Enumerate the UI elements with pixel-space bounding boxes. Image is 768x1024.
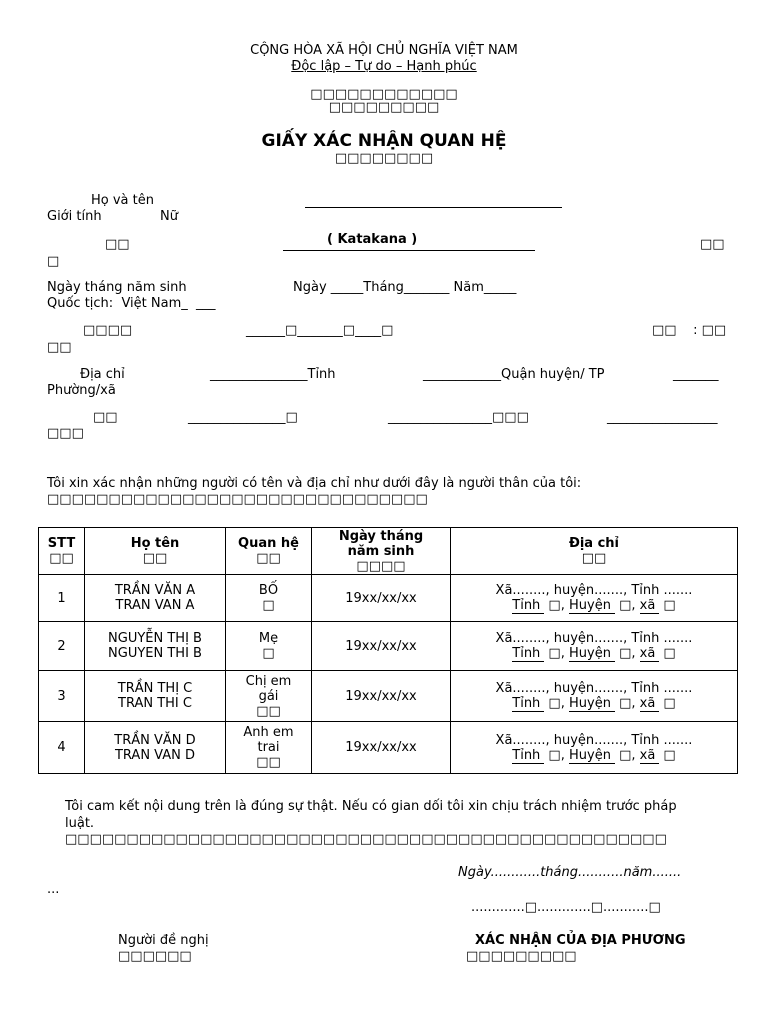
jp-dob-label: □□□□ [83, 323, 133, 338]
name-cell [85, 722, 226, 774]
commune-jp: □ [659, 646, 676, 661]
motto: Độc lập – Tự do – Hạnh phúc [291, 59, 477, 74]
commitment-jp: □□□□□□□□□□□□□□□□□□□□□□□□□□□□□□□□□□□□□□□□□□□□□□□□□ [65, 832, 667, 847]
jp-header-line1: □□□□□□□□□□□□ [310, 87, 458, 102]
name-cell [85, 671, 226, 722]
jp-address-label: □□ [93, 410, 118, 425]
address-tail: _______ [673, 367, 719, 382]
kana-blank [283, 232, 535, 251]
jp-address-district: ________________□□□ [388, 410, 529, 425]
relation-jp: □□ [256, 755, 281, 770]
district-label: Huyện [569, 748, 615, 764]
commune-label: xã [640, 696, 660, 712]
district-jp: □, [614, 696, 640, 711]
stt-cell [39, 622, 85, 671]
address-vi: Xã........, huyện......., Tỉnh ....... [495, 681, 693, 696]
name-vi: NGUYỄN THỊ B [108, 631, 202, 646]
header-label: Quan hệ [238, 536, 299, 551]
kana-hint: ( Katakana ) [327, 232, 418, 247]
name-vi: TRẦN THỊ C [117, 681, 193, 696]
address-district: ____________Quận huyện/ TP [423, 367, 605, 382]
district-jp: □, [614, 747, 640, 763]
header-stt [39, 528, 85, 575]
province-label: Tỉnh [512, 748, 544, 764]
date-line: Ngày............tháng...........năm....... [458, 865, 682, 880]
header-label-jp: □□ [256, 551, 281, 566]
commune-jp: □ [659, 696, 676, 711]
commitment-vi: Tôi cam kết nội dung trên là đúng sự thật. Nếu có gian dối tôi xin chịu trách nhiệm trước pháp luật. [65, 799, 677, 831]
commune-jp: □ [659, 747, 676, 763]
relation-cell [226, 622, 312, 671]
row-number: 2 [57, 638, 66, 654]
address-jp [451, 646, 737, 661]
header-name [85, 528, 226, 575]
document-title-jp: □□□□□□□□ [334, 151, 434, 166]
name-cell [85, 575, 226, 622]
province-jp: □, [544, 696, 569, 711]
authority-signature-label: XÁC NHẬN CỦA ĐỊA PHƯƠNG [475, 933, 686, 948]
dob-cell [312, 671, 451, 722]
province-jp: □, [544, 646, 569, 661]
dob-cell [312, 622, 451, 671]
jp-dob-right: □□ : □□ [652, 323, 727, 338]
row-number: 3 [57, 688, 66, 704]
commune-jp: □ [659, 598, 676, 613]
stt-cell [39, 722, 85, 774]
address-jp [451, 696, 737, 711]
commune-label: xã [640, 748, 660, 764]
dob-cell [312, 575, 451, 622]
address-cell [451, 622, 738, 671]
address-wrap: Phường/xã [47, 383, 116, 398]
jp-dob-fields: ______□_______□____□ [246, 323, 394, 338]
district-jp: □, [614, 598, 640, 613]
header-label: Ngày tháng năm sinh [338, 528, 424, 559]
commune-label: xã [640, 646, 660, 662]
address-vi: Xã........, huyện......., Tỉnh ....... [495, 631, 693, 646]
header-label: STT [47, 536, 76, 551]
address-cell [451, 722, 738, 774]
header-label-jp: □□ [49, 551, 74, 566]
dob-value: 19xx/xx/xx [345, 688, 417, 704]
dob-fields: Ngày _____Tháng_______ Năm_____ [293, 280, 517, 295]
dob-cell [312, 722, 451, 774]
kana-wrap: □ [47, 254, 60, 269]
province-label: Tỉnh [512, 696, 544, 712]
table-row [39, 671, 738, 722]
address-cell [451, 671, 738, 722]
district-label: Huyện [569, 696, 615, 712]
address-vi: Xã........, huyện......., Tỉnh ....... [495, 732, 693, 748]
address-cell [451, 575, 738, 622]
table-row [39, 622, 738, 671]
relation-vi: Anh em trai [243, 725, 294, 755]
dob-value: 19xx/xx/xx [345, 740, 417, 755]
name-latin: TRAN THI C [118, 696, 192, 711]
province-jp: □, [544, 747, 569, 763]
table-row [39, 722, 738, 774]
relation-vi: BỐ [258, 583, 279, 598]
name-latin: TRAN VAN A [115, 598, 195, 613]
table-row [39, 575, 738, 622]
stt-cell [39, 671, 85, 722]
relation-vi: Chị em gái [245, 673, 292, 704]
kana-label: □□ [105, 237, 130, 252]
name-cell [85, 622, 226, 671]
commune-label: xã [640, 598, 660, 614]
table-header-row [39, 528, 738, 575]
jp-address-wrap: □□□ [47, 426, 84, 441]
address-label: Địa chỉ [80, 367, 125, 382]
relation-jp: □ [262, 598, 275, 613]
name-vi: TRẦN VĂN D [114, 732, 196, 748]
relation-cell [226, 671, 312, 722]
dob-value: 19xx/xx/xx [345, 638, 417, 654]
name-label: Họ và tên [91, 193, 154, 208]
header-label-jp: □□ [581, 551, 607, 566]
header-address [451, 528, 738, 575]
authority-signature-label-jp: □□□□□□□□□ [466, 949, 577, 964]
dob-value: 19xx/xx/xx [345, 590, 417, 606]
district-label: Huyện [569, 598, 615, 614]
relation-cell [226, 575, 312, 622]
gender-label: Giới tính [47, 209, 102, 224]
kana-right-label: □□ [700, 237, 725, 252]
motto-line [0, 59, 768, 75]
address-jp [451, 748, 737, 763]
jp-address-province: _______________□ [188, 410, 298, 425]
nationality: Quốc tịch: Việt Nam_ ___ [47, 296, 216, 311]
address-jp [451, 598, 737, 613]
header-label-jp: □□□□ [356, 558, 406, 574]
jp-address-tail: _________________ [607, 410, 718, 425]
date-line-jp: .............□.............□...........□ [471, 900, 661, 915]
statement-vi: Tôi xin xác nhận những người có tên và địa chỉ như dưới đây là người thân của tôi: [47, 476, 582, 491]
relation-jp: □ [262, 646, 275, 661]
province-label: Tỉnh [512, 646, 544, 662]
relation-jp: □□ [256, 703, 281, 719]
name-latin: TRAN VAN D [114, 747, 196, 763]
province-jp: □, [544, 598, 569, 613]
date-wrap: ... [47, 882, 60, 897]
header-label-jp: □□ [142, 551, 168, 566]
applicant-signature-label: Người đề nghị [118, 933, 209, 948]
address-province: _______________Tỉnh [210, 367, 336, 382]
jp-dob-wrap: □□ [47, 340, 72, 355]
row-number: 1 [57, 590, 66, 606]
header-label: Địa chỉ [568, 536, 620, 551]
relation-vi: Mẹ [258, 631, 279, 646]
gender-value: Nữ [160, 209, 178, 224]
relatives-table [38, 527, 738, 774]
document-title: GIẤY XÁC NHẬN QUAN HỆ [261, 131, 507, 151]
header-dob [312, 528, 451, 575]
stt-cell [39, 575, 85, 622]
row-number: 4 [57, 740, 66, 755]
name-latin: NGUYEN THI B [108, 646, 202, 661]
jp-header-line2: □□□□□□□□□ [328, 100, 440, 115]
address-vi: Xã........, huyện......., Tỉnh ....... [495, 583, 693, 598]
name-blank-line [305, 207, 562, 208]
province-label: Tỉnh [512, 598, 544, 614]
name-vi: TRẦN VĂN A [114, 583, 196, 598]
dob-label: Ngày tháng năm sinh [47, 280, 187, 295]
district-label: Huyện [569, 646, 615, 662]
district-jp: □, [614, 646, 640, 661]
national-title: CỘNG HÒA XÃ HỘI CHỦ NGHĨA VIỆT NAM [250, 43, 518, 58]
header-relation [226, 528, 312, 575]
relation-cell [226, 722, 312, 774]
header-label: Họ tên [130, 536, 180, 551]
applicant-signature-label-jp: □□□□□□ [118, 949, 192, 964]
statement-jp: □□□□□□□□□□□□□□□□□□□□□□□□□□□□□□□ [47, 492, 428, 507]
